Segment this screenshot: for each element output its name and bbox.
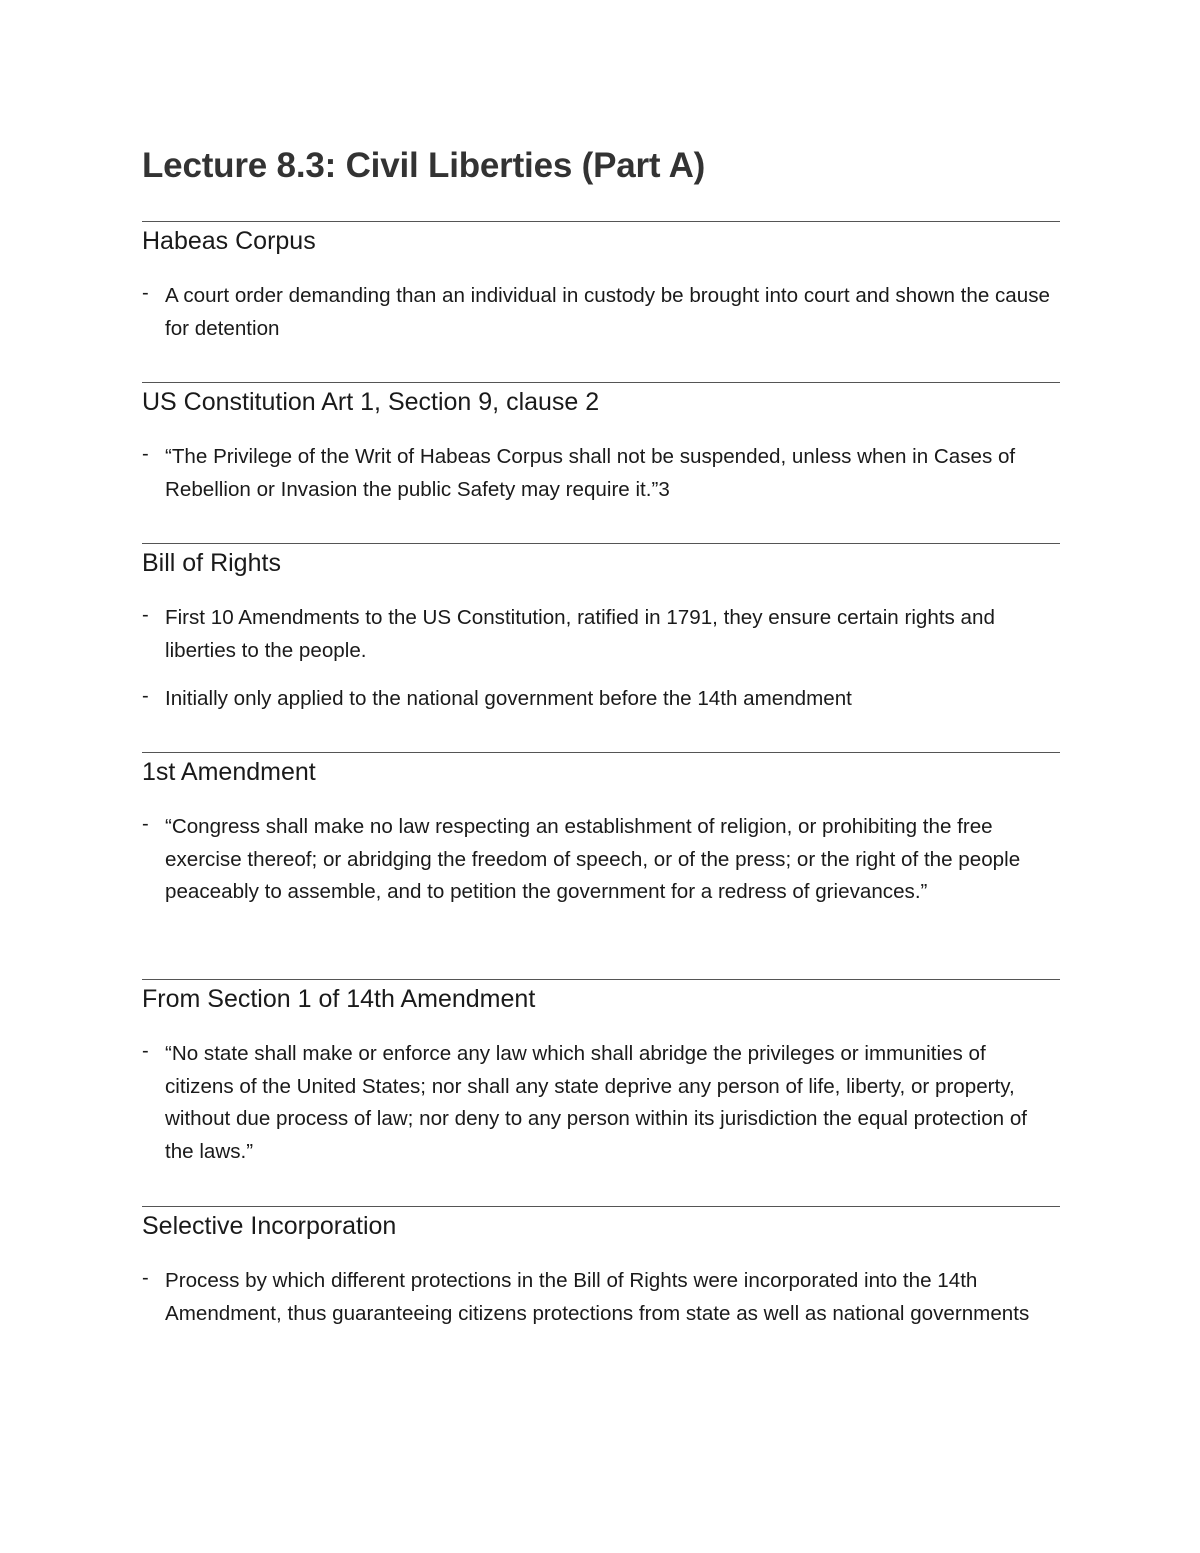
list-item xyxy=(142,811,1060,909)
bullet-text: “No state shall make or enforce any law which shall abridge the privileges or immunities of citizens of the United States; nor shall any state deprive any person of life, liberty, or property, without due process of law; nor deny to any person within its jurisdiction the equal protection of the laws.” xyxy=(165,1042,1027,1163)
section-heading: US Constitution Art 1, Section 9, clause 2 xyxy=(142,388,600,416)
section-heading: From Section 1 of 14th Amendment xyxy=(142,985,536,1013)
bullet-text: Process by which different protections in the Bill of Rights were incorporated into the 14th Amendment, thus guaranteeing citizens protections from state as well as national governments xyxy=(165,1269,1030,1325)
dash-bullet-icon: - xyxy=(142,443,149,465)
section-heading: Bill of Rights xyxy=(142,549,281,577)
bullet-list xyxy=(142,1265,1060,1330)
section-14th-amendment xyxy=(142,979,1060,1168)
bullet-text: A court order demanding than an individual in custody be brought into court and shown the cause for detention xyxy=(165,284,1050,340)
section-selective-incorporation xyxy=(142,1206,1060,1330)
dash-bullet-icon: - xyxy=(142,1267,149,1289)
section-constitution-art-1 xyxy=(142,382,1060,506)
section-habeas-corpus xyxy=(142,221,1060,345)
bullet-text: “Congress shall make no law respecting an establishment of religion, or prohibiting the free exercise thereof; or abridging the freedom of speech, or of the press; or the right of the people peaceably to assemble, and to petition the government for a redress of grievances.” xyxy=(165,815,1021,903)
bullet-list xyxy=(142,602,1060,716)
dash-bullet-icon: - xyxy=(142,685,149,707)
list-item xyxy=(142,602,1060,667)
list-item xyxy=(142,1265,1060,1330)
dash-bullet-icon: - xyxy=(142,604,149,626)
list-item xyxy=(142,683,1060,716)
list-item xyxy=(142,1038,1060,1168)
section-heading: 1st Amendment xyxy=(142,758,316,786)
list-item xyxy=(142,441,1060,506)
section-bill-of-rights xyxy=(142,543,1060,716)
dash-bullet-icon: - xyxy=(142,282,149,304)
bullet-text: Initially only applied to the national government before the 14th amendment xyxy=(165,687,852,710)
bullet-text: First 10 Amendments to the US Constitution, ratified in 1791, they ensure certain rights and liberties to the people. xyxy=(165,606,995,662)
bullet-list xyxy=(142,280,1060,345)
bullet-list xyxy=(142,441,1060,506)
document-title: Lecture 8.3: Civil Liberties (Part A) xyxy=(142,146,706,185)
dash-bullet-icon: - xyxy=(142,1040,149,1062)
bullet-list xyxy=(142,811,1060,909)
section-heading: Selective Incorporation xyxy=(142,1212,397,1240)
dash-bullet-icon: - xyxy=(142,813,149,835)
bullet-list xyxy=(142,1038,1060,1168)
bullet-text: “The Privilege of the Writ of Habeas Corpus shall not be suspended, unless when in Cases of Rebellion or Invasion the public Safety may require it.”3 xyxy=(165,445,1016,501)
section-1st-amendment xyxy=(142,752,1060,909)
list-item xyxy=(142,280,1060,345)
section-heading: Habeas Corpus xyxy=(142,227,316,255)
